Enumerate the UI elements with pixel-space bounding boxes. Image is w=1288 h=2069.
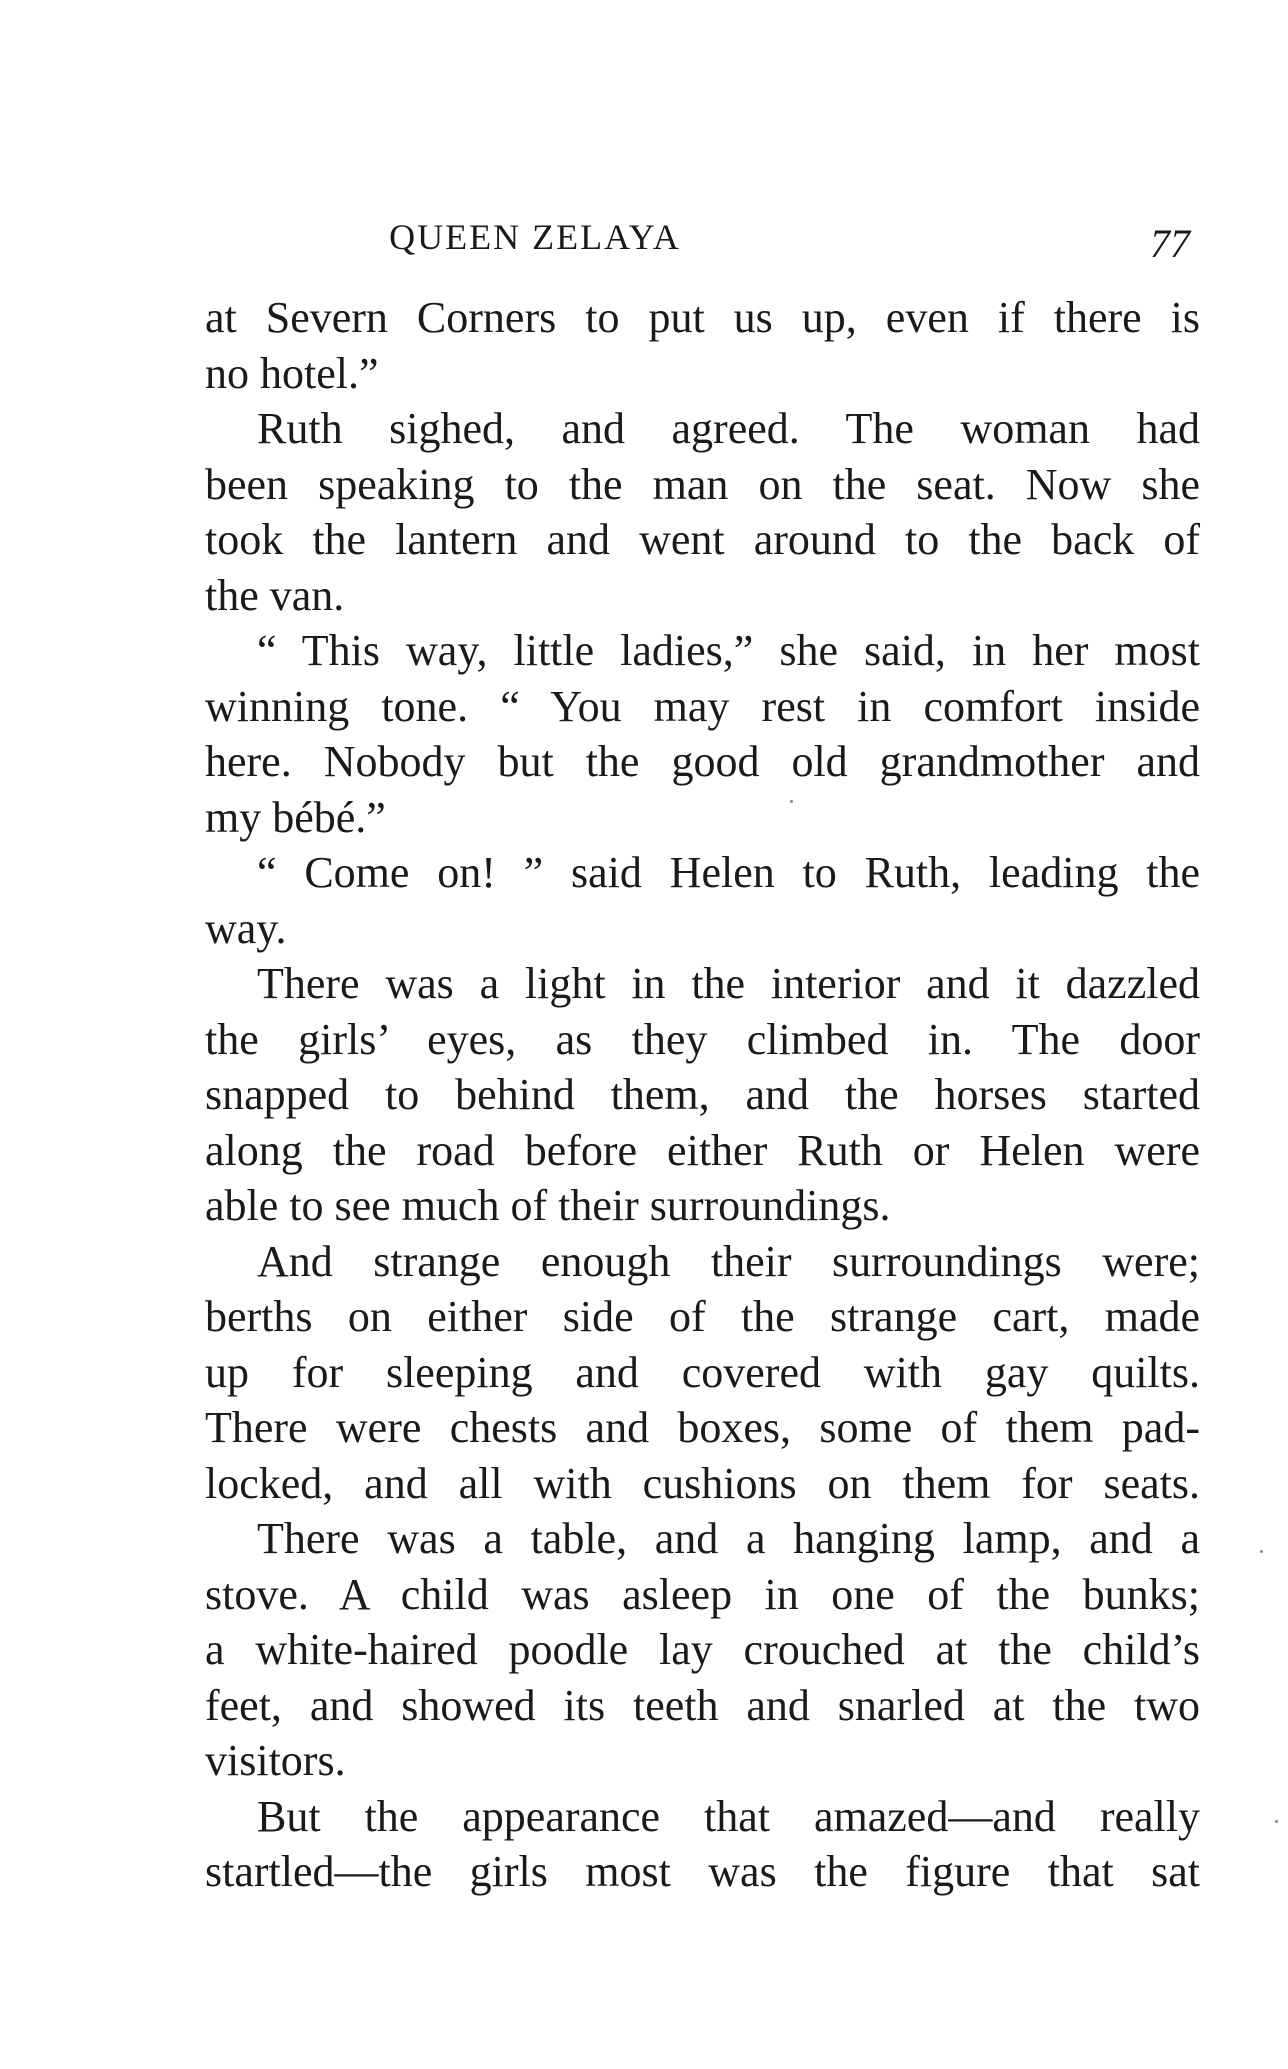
text-line: And strange enough their surroundings were; <box>257 1236 1200 1286</box>
text-line: here. Nobody but the good old grandmother and <box>205 737 1200 786</box>
print-speck <box>790 800 793 803</box>
running-head <box>0 210 1288 270</box>
running-title: QUEEN ZELAYA <box>389 217 681 257</box>
text-line: no hotel.” <box>205 348 379 398</box>
text-line: been speaking to the man on the seat. Now she <box>205 459 1200 509</box>
text-line: my bébé.” <box>205 792 386 842</box>
text-line: feet, and showed its teeth and snarled at the two <box>205 1680 1200 1730</box>
text-line: “ This way, little ladies,” she said, in her most <box>257 626 1200 675</box>
text-line: But the appearance that amazed—and really <box>257 1791 1200 1841</box>
print-speck <box>1260 1550 1263 1553</box>
text-line: able to see much of their surroundings. <box>205 1181 891 1230</box>
text-line: stove. A child was asleep in one of the bunks; <box>205 1569 1200 1619</box>
text-line: locked, and all with cushions on them for seats. <box>205 1458 1200 1508</box>
print-speck <box>1275 1820 1278 1823</box>
text-line: the van. <box>205 570 345 620</box>
text-line: a white-haired poodle lay crouched at the child’s <box>205 1625 1200 1674</box>
text-line: “ Come on! ” said Helen to Ruth, leading the <box>257 848 1200 897</box>
text-line: Ruth sighed, and agreed. The woman had <box>257 404 1200 453</box>
text-line: way. <box>205 903 287 953</box>
text-line: startled—the girls most was the figure that sat <box>205 1847 1200 1896</box>
text-line: at Severn Corners to put us up, even if there is <box>205 293 1200 342</box>
page-number: 77 <box>1150 221 1190 266</box>
text-line: There were chests and boxes, some of them pad- <box>205 1403 1200 1452</box>
body-text <box>205 290 1200 1900</box>
text-line: There was a light in the interior and it dazzled <box>257 959 1200 1008</box>
text-line: up for sleeping and covered with gay quilts. <box>205 1347 1200 1397</box>
text-line: berths on either side of the strange cart, made <box>205 1292 1200 1341</box>
text-line: along the road before either Ruth or Helen were <box>205 1125 1200 1175</box>
text-line: the girls’ eyes, as they climbed in. The door <box>205 1014 1200 1064</box>
text-line: snapped to behind them, and the horses started <box>205 1070 1200 1119</box>
text-line: There was a table, and a hanging lamp, and a <box>257 1514 1200 1563</box>
text-line: took the lantern and went around to the back of <box>205 515 1200 564</box>
text-line: winning tone. “ You may rest in comfort inside <box>205 681 1200 731</box>
text-line: visitors. <box>205 1736 346 1785</box>
